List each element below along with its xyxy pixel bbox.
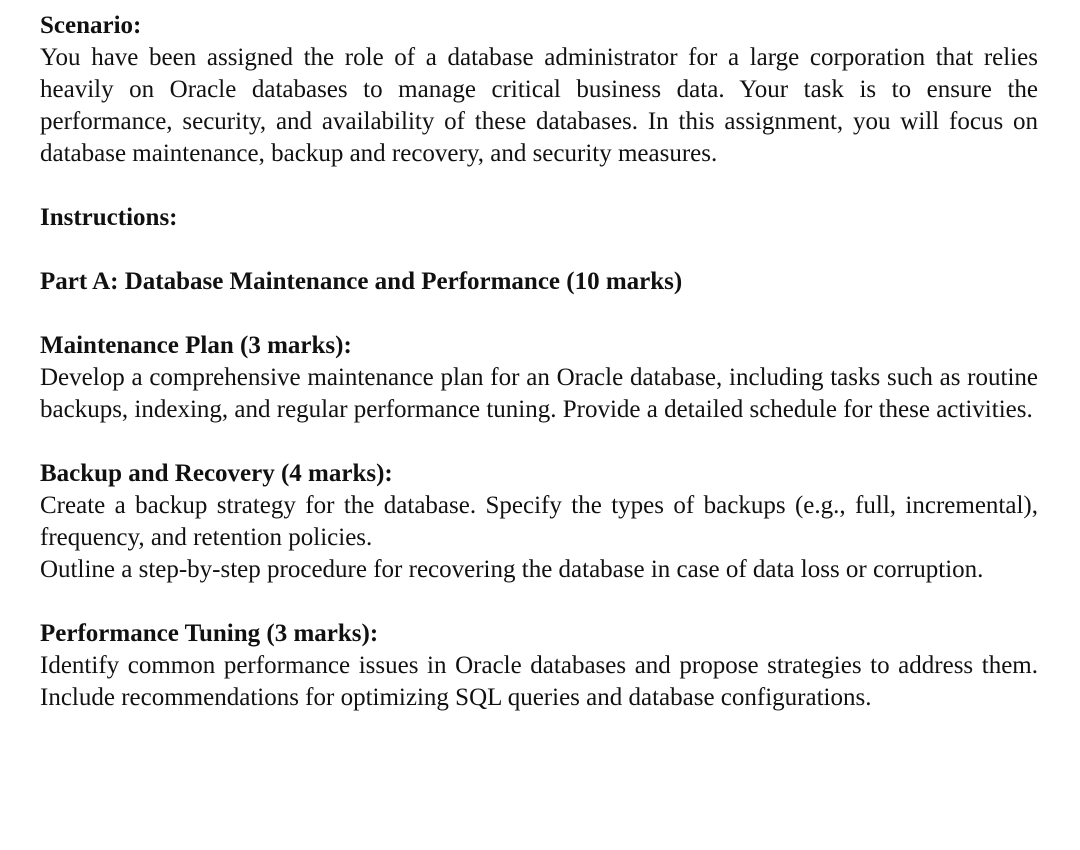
spacer: [40, 426, 1038, 458]
performance-tuning-body: Identify common performance issues in Oracle databases and propose strategies to address them. Include recommendations for optimizing SQL queries and database configurations.: [40, 652, 1038, 711]
spacer: [40, 298, 1038, 330]
spacer: [40, 170, 1038, 202]
part-a-heading: Part A: Database Maintenance and Performance (10 marks): [40, 268, 683, 295]
scenario-heading: Scenario:: [40, 12, 142, 39]
maintenance-plan-body: Develop a comprehensive maintenance plan for an Oracle database, including tasks such as routine backups, indexing, and regular performance tuning. Provide a detailed schedule for these activities.: [40, 364, 1038, 423]
backup-recovery-body-2: Outline a step-by-step procedure for recovering the database in case of data loss or corruption.: [40, 556, 984, 583]
spacer: [40, 234, 1038, 266]
scenario-body: You have been assigned the role of a database administrator for a large corporation that relies heavily on Oracle databases to manage critical business data. Your task is to ensure the performance, security, and availability of these databases. In this assignment, you will focus on database maintenance, backup and recovery, and security measures.: [40, 44, 1038, 167]
backup-recovery-body-1: Create a backup strategy for the database. Specify the types of backups (e.g., full, incremental), frequency, and retention policies.: [40, 492, 1038, 551]
maintenance-plan-heading: Maintenance Plan (3 marks):: [40, 332, 352, 359]
document-page: [40, 10, 1038, 714]
spacer: [40, 586, 1038, 618]
instructions-heading: Instructions:: [40, 204, 178, 231]
backup-recovery-heading: Backup and Recovery (4 marks):: [40, 460, 393, 487]
performance-tuning-heading: Performance Tuning (3 marks):: [40, 620, 379, 647]
